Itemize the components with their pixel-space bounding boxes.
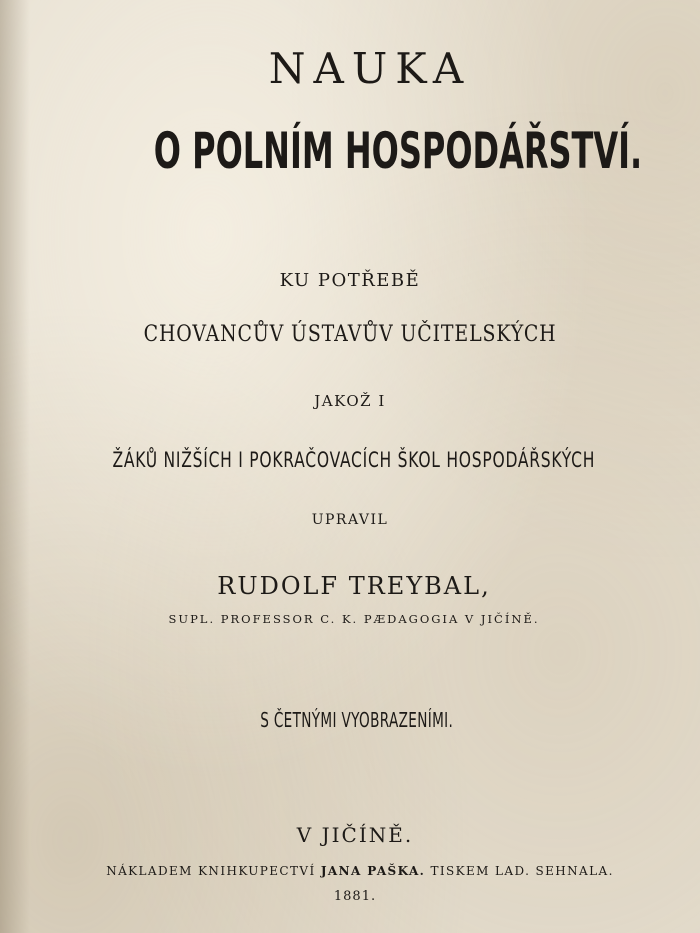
illustrations-note-text: S ČETNÝMI VYOBRAZENÍMI. [260,708,454,732]
author-title: SUPL. PROFESSOR C. K. PÆDAGOGIA V JIČÍNĚ. [168,612,540,626]
edited-by-label: UPRAVIL [311,512,389,528]
audience-line-1 [0,322,700,347]
book-title-line-2 [0,122,700,180]
purpose-line: KU POTŘEBĚ [279,270,421,291]
book-title-line-2-text: O POLNÍM HOSPODÁŘSTVÍ. [153,122,643,180]
audience-line-1-text: CHOVANCŮV ÚSTAVŮV UČITELSKÝCH [143,322,557,347]
book-title-line-1: NAUKA [268,44,472,93]
conjunction-line: JAKOŽ I [314,392,386,410]
publication-place: V JIČÍNĚ. [296,823,414,847]
publication-year: 1881. [333,889,377,904]
publisher-name: JANA PAŠKA. [320,864,426,878]
imprint-line [0,864,700,878]
illustrations-note [0,708,700,732]
author-name: RUDOLF TREYBAL, [217,572,491,600]
printer: TISKEM LAD. SEHNALA. [430,864,614,878]
publisher-prefix: NÁKLADEM KNIHKUPECTVÍ [106,864,316,878]
audience-line-2 [0,448,700,472]
audience-line-2-text: ŽÁKŮ NIŽŠÍCH I POKRAČOVACÍCH ŠKOL HOSPODÁŘSKÝCH [112,448,596,472]
